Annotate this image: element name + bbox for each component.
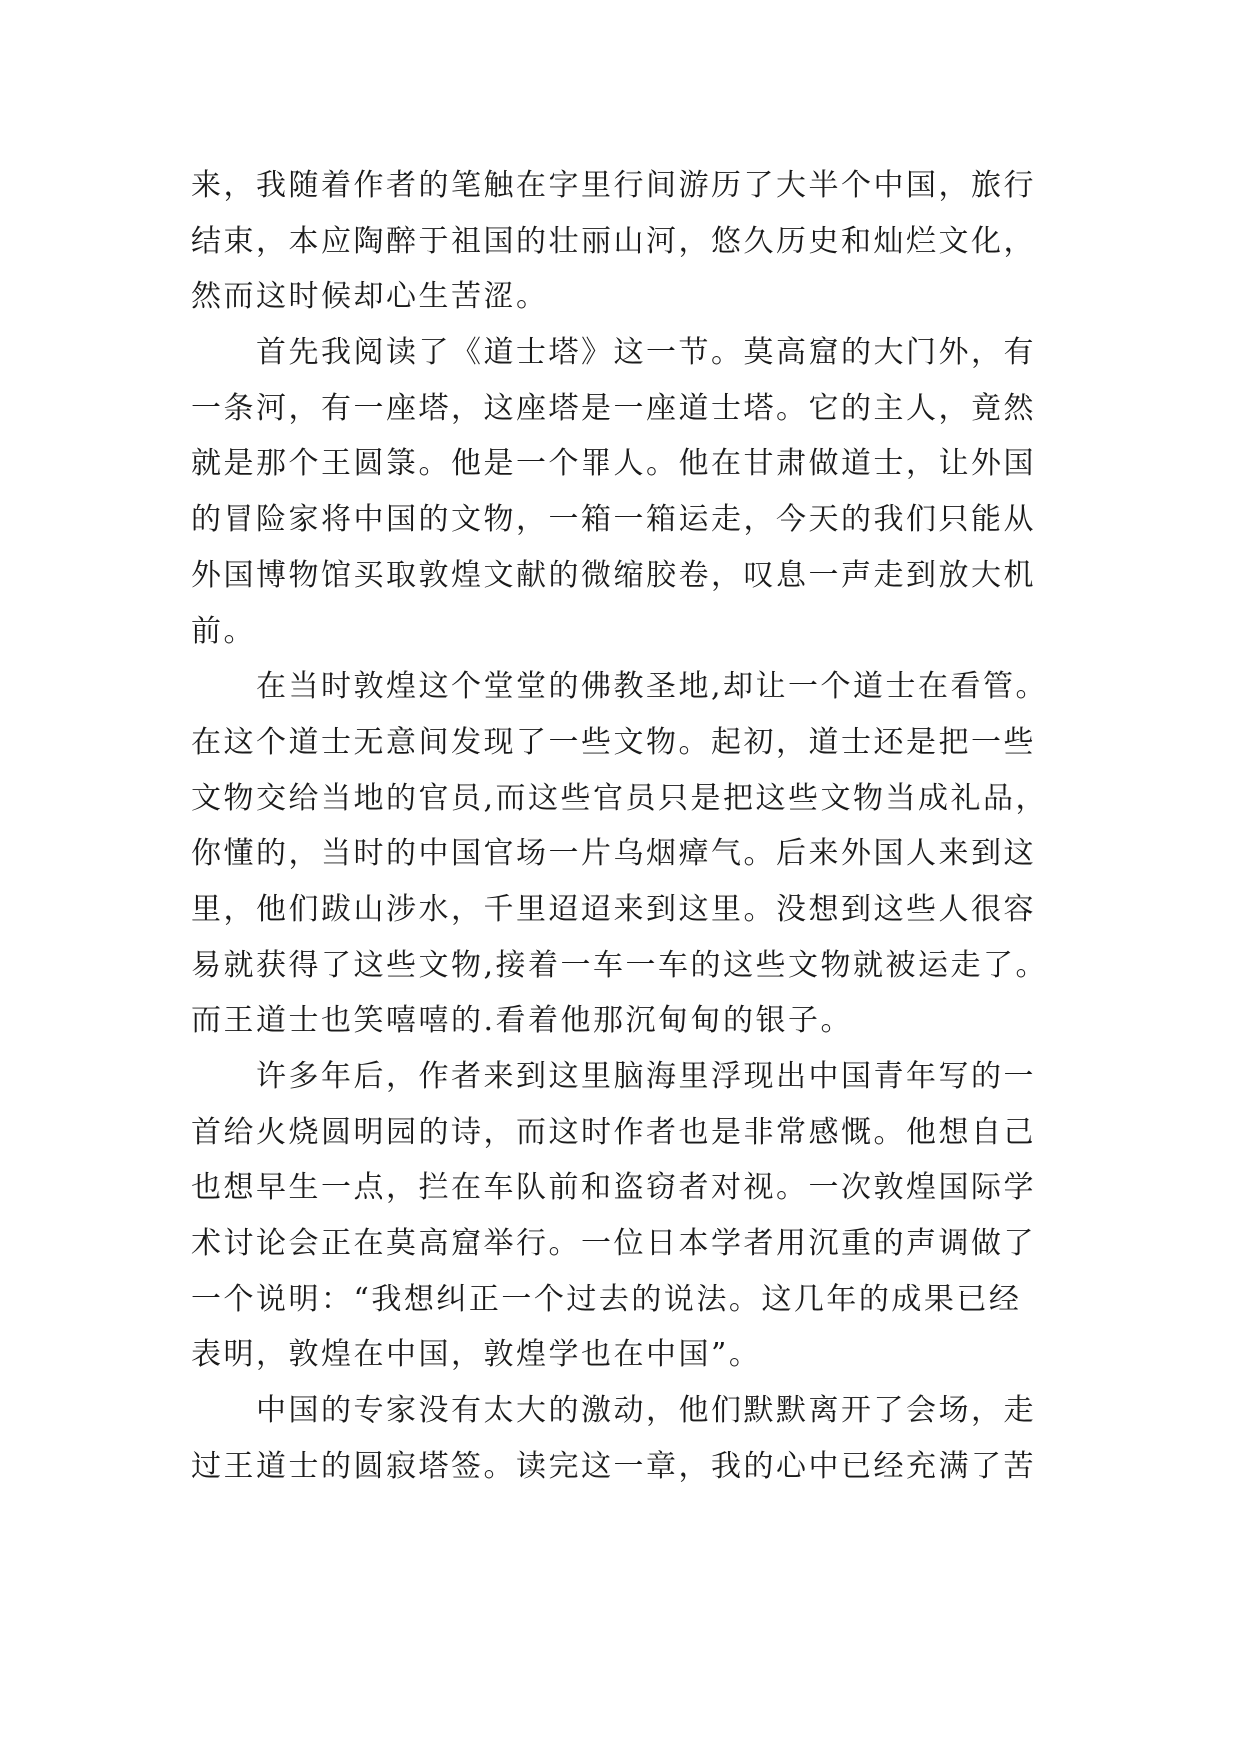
body-text bbox=[191, 158, 1059, 1495]
text-line: 易就获得了这些文物,接着一车一车的这些文物就被运走了。 bbox=[191, 947, 1049, 983]
text-line: 就是那个王圆箓。他是一个罪人。他在甘肃做道士，让外国 bbox=[191, 446, 1036, 482]
text-line: 在当时敦煌这个堂堂的佛教圣地,却让一个道士在看管。 bbox=[191, 669, 1049, 705]
text-line: 首给火烧圆明园的诗，而这时作者也是非常感慨。他想自己 bbox=[191, 1114, 1036, 1150]
text-line: 许多年后，作者来到这里脑海里浮现出中国青年写的一 bbox=[191, 1059, 1036, 1094]
text-line: 术讨论会正在莫高窟举行。一位日本学者用沉重的声调做了 bbox=[191, 1226, 1036, 1262]
text-line: 前。 bbox=[191, 613, 256, 649]
text-line: 一条河，有一座塔，这座塔是一座道士塔。它的主人，竟然 bbox=[191, 390, 1036, 426]
text-line: 结束，本应陶醉于祖国的壮丽山河，悠久历史和灿烂文化， bbox=[191, 223, 1036, 259]
text-line: 里，他们跋山涉水，千里迢迢来到这里。没想到这些人很容 bbox=[191, 891, 1036, 927]
text-line: 首先我阅读了《道士塔》这一节。莫高窟的大门外，有 bbox=[191, 335, 1036, 371]
text-line: 而王道士也笑嘻嘻的.看着他那沉甸甸的银子。 bbox=[191, 1003, 854, 1039]
text-line: 过王道士的圆寂塔签。读完这一章，我的心中已经充满了苦 bbox=[191, 1448, 1036, 1484]
text-line: 在这个道士无意间发现了一些文物。起初，道士还是把一些 bbox=[191, 724, 1036, 760]
text-line: 中国的专家没有太大的激动，他们默默离开了会场，走 bbox=[191, 1393, 1036, 1429]
text-line: 一个说明：“我想纠正一个过去的说法。这几年的成果已经 bbox=[191, 1281, 1022, 1317]
text-line: 也想早生一点，拦在车队前和盗窃者对视。一次敦煌国际学 bbox=[191, 1170, 1036, 1206]
text-line: 然而这时候却心生苦涩。 bbox=[191, 279, 549, 315]
text-line: 的冒险家将中国的文物，一箱一箱运走，今天的我们只能从 bbox=[191, 502, 1036, 538]
text-line: 文物交给当地的官员,而这些官员只是把这些文物当成礼品， bbox=[191, 780, 1049, 816]
text-line: 来，我随着作者的笔触在字里行间游历了大半个中国，旅行 bbox=[191, 168, 1036, 203]
text-line: 外国博物馆买取敦煌文献的微缩胶卷，叹息一声走到放大机 bbox=[191, 557, 1036, 593]
text-line: 表明，敦煌在中国，敦煌学也在中国”。 bbox=[191, 1337, 762, 1373]
text-line: 你懂的，当时的中国官场一片乌烟瘴气。后来外国人来到这 bbox=[191, 836, 1036, 872]
